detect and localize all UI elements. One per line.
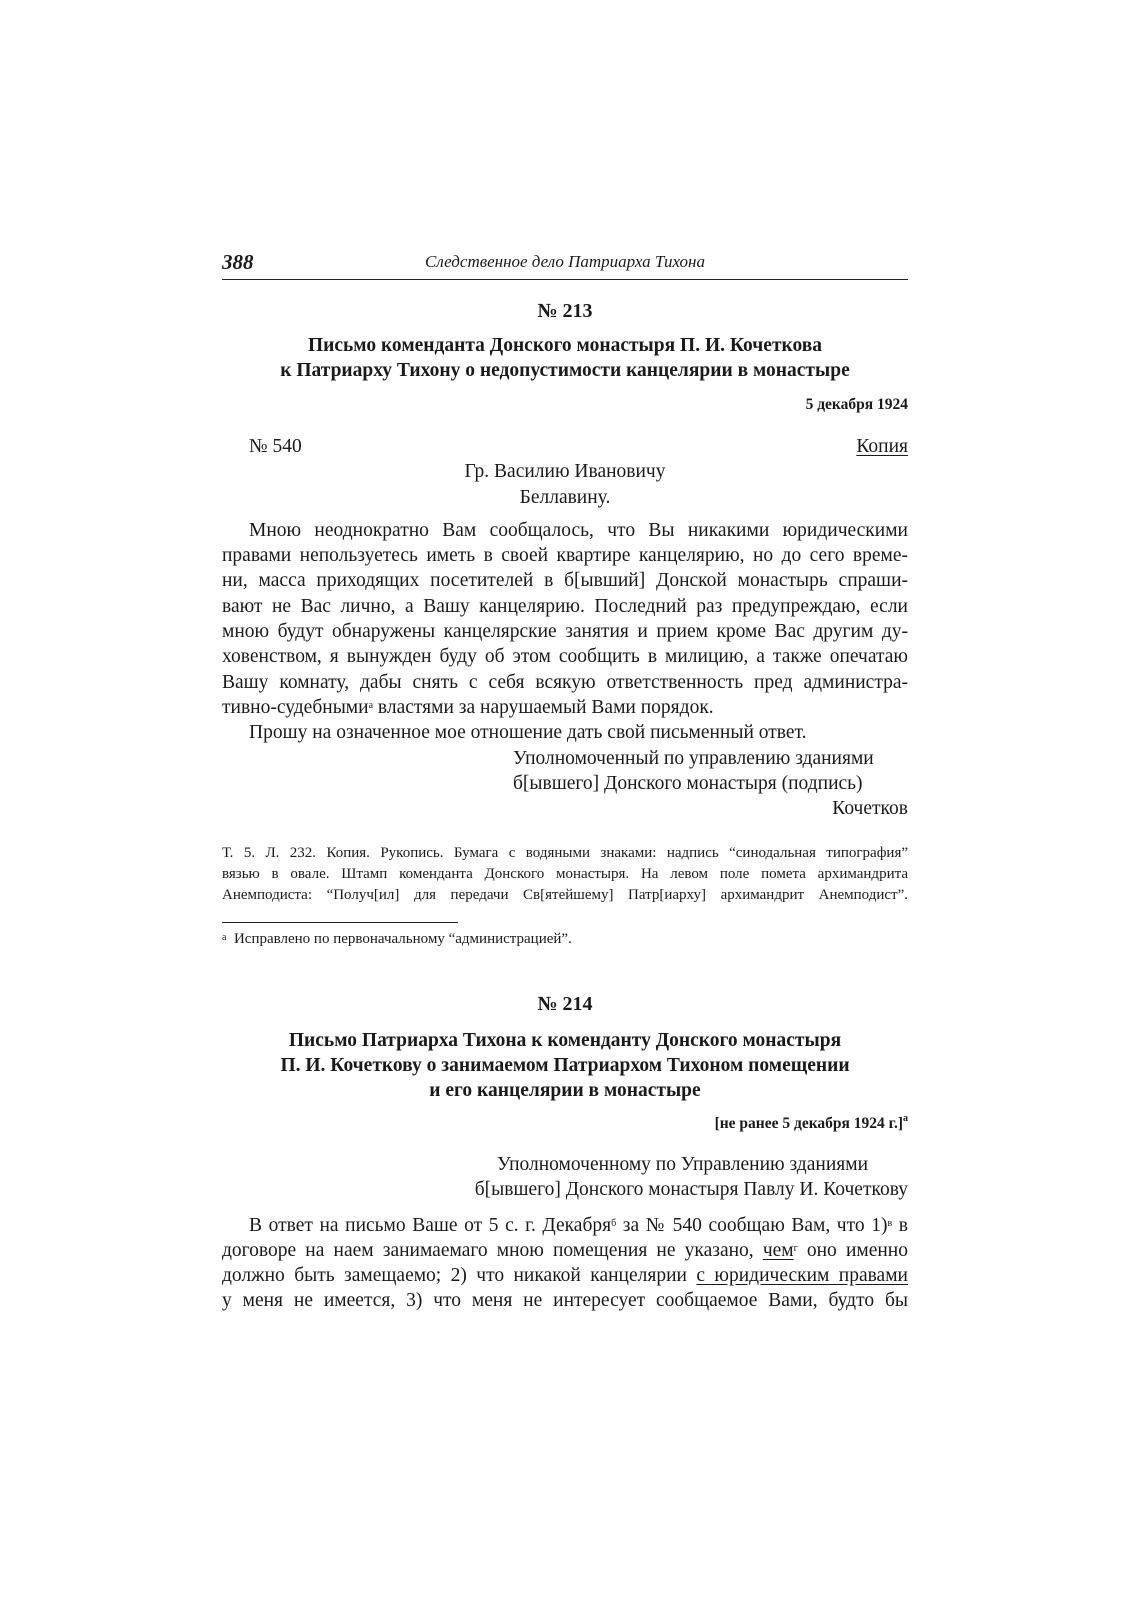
request-line: Прошу на означенное мое отношение дать свой письменный ответ. xyxy=(249,722,807,744)
note-line: вязью в овале. Штамп коменданта Донского монастыря. На левом поле помета архимандрита xyxy=(222,866,908,882)
footnote-mark: а xyxy=(903,1113,908,1124)
text: должно быть замещаемо; 2) что никакой канцелярии xyxy=(222,1265,697,1287)
footnote-mark: в xyxy=(887,1217,893,1229)
title-line: к Патриарху Тихону о недопустимости канцелярии в монастыре xyxy=(280,360,850,381)
source-note xyxy=(222,843,908,906)
addressee-line: Гр. Василию Ивановичу xyxy=(464,461,666,483)
signature-line: Уполномоченный по управлению зданиями xyxy=(513,747,874,769)
doc-214-title xyxy=(222,1028,908,1103)
footnote-mark: г xyxy=(793,1242,798,1254)
body-line xyxy=(222,1263,908,1288)
footnote-rule xyxy=(222,922,458,923)
doc-214-number: № 214 xyxy=(537,993,593,1015)
title-line: и его канцелярии в монастыре xyxy=(429,1080,701,1101)
body-line: Мною неоднократно Вам сообщалось, что Вы никакими юридическими xyxy=(249,519,908,541)
text: оно именно xyxy=(797,1239,908,1261)
body-line: правами непользуетесь иметь в своей квартире канцелярию, но до сего време- xyxy=(222,545,908,567)
signature-line: б[ывшего] Донского монастыря (подпись) xyxy=(513,772,863,794)
body-line: Вашу комнату, дабы снять с себя всякую ответственность пред администра- xyxy=(222,671,908,693)
body-line: мною будут обнаружены канцелярские занятия и прием кроме Вас другим ду- xyxy=(222,621,908,643)
body-line: ни, масса приходящих посетителей в б[ывший] Донской монастырь спраши- xyxy=(222,570,908,592)
title-line: П. И. Кочеткову о занимаемом Патриархом Тихоном помещении xyxy=(280,1055,850,1076)
copy-mark: Копия xyxy=(856,436,908,457)
addressee-line: Беллавину. xyxy=(519,486,611,508)
doc-214-date xyxy=(222,1115,908,1133)
body-line xyxy=(222,1238,908,1263)
body-line: вают не Вас лично, а Вашу канцелярию. Последний раз предупреждаю, если xyxy=(222,595,908,617)
signature-name: Кочетков xyxy=(832,798,908,820)
title-line: Письмо коменданта Донского монастыря П. И. Кочеткова xyxy=(307,335,823,356)
doc-213-letter xyxy=(222,434,908,821)
footnote xyxy=(222,929,908,950)
footnote-mark: б xyxy=(611,1217,617,1229)
text: в xyxy=(892,1214,908,1236)
body-line xyxy=(222,695,908,720)
body-line xyxy=(222,1213,908,1238)
doc-213-date: 5 декабря 1924 xyxy=(805,396,908,413)
text: за № 540 сообщаю Вам, что 1) xyxy=(616,1214,888,1236)
footnote-text: Исправлено по первоначальному “администрацией”. xyxy=(233,931,572,947)
doc-213-number: № 213 xyxy=(537,300,593,322)
text: В ответ на письмо Ваше от 5 с. г. Декабря xyxy=(249,1214,612,1236)
body-line: ховенством, я вынужден буду об этом сообщить в милицию, а также опечатаю xyxy=(222,646,908,668)
underlined-text: чем xyxy=(762,1239,794,1261)
date-text: [не ранее 5 декабря 1924 г.] xyxy=(714,1115,903,1132)
page-number: 388 xyxy=(222,250,254,274)
header-rule xyxy=(222,279,908,280)
footnote-mark: а xyxy=(368,699,374,711)
body-line: у меня не имеется, 3) что меня не интересует сообщаемое Вами, будто бы xyxy=(222,1290,908,1312)
reference-number: № 540 xyxy=(249,436,302,457)
underlined-text: с юридическим правами xyxy=(696,1265,908,1287)
footnote-mark: а xyxy=(222,932,227,943)
note-line: Анемподиста: “Получ[ил] для передачи Св[ятейшему] Патр[иарху] архимандрит Анемподист”. xyxy=(222,887,908,903)
addressee-line: б[ывшего] Донского монастыря Павлу И. Кочеткову xyxy=(474,1179,908,1201)
text: договоре на наем занимаемаго мною помещения не указано, xyxy=(222,1239,763,1261)
text: тивно-судебными xyxy=(222,696,369,718)
running-title: Следственное дело Патриарха Тихона xyxy=(425,252,705,271)
doc-214-letter xyxy=(222,1152,908,1314)
note-line: Т. 5. Л. 232. Копия. Рукопись. Бумага с водяными знаками: надпись “синодальная типография” xyxy=(222,845,908,861)
title-line: Письмо Патриарха Тихона к коменданту Донского монастыря xyxy=(288,1030,842,1051)
doc-213-title xyxy=(222,333,908,383)
addressee-line: Уполномоченному по Управлению зданиями xyxy=(496,1154,868,1175)
text: властями за нарушаемый Вами порядок. xyxy=(373,696,714,718)
